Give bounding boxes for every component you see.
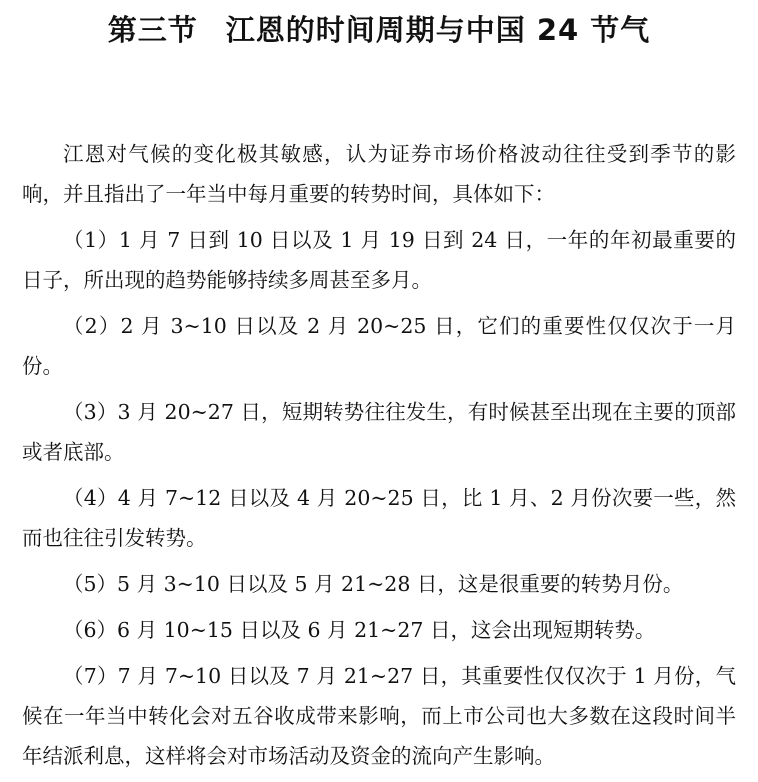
list-item-april: （4）4 月 7~12 日以及 4 月 20~25 日，比 1 月、2 月份次要一些，然而也往往引发转势。	[22, 486, 736, 550]
list-item-may: （5）5 月 3~10 日以及 5 月 21~28 日，这是很重要的转势月份。	[63, 572, 684, 596]
section-heading	[0, 10, 758, 50]
section-label: 第三节	[107, 13, 198, 47]
list-item-march: （3）3 月 20~27 日，短期转势往往发生，有时候甚至出现在主要的顶部或者底部。	[22, 400, 736, 464]
list-item-june: （6）6 月 10~15 日以及 6 月 21~27 日，这会出现短期转势。	[63, 618, 656, 642]
section-title: 江恩的时间周期与中国 24 节气	[225, 13, 651, 47]
body-text	[22, 134, 736, 782]
intro-paragraph: 江恩对气候的变化极其敏感，认为证券市场价格波动往往受到季节的影响，并且指出了一年当中每月重要的转势时间，具体如下：	[22, 142, 736, 206]
list-item-february: （2）2 月 3~10 日以及 2 月 20~25 日，它们的重要性仅仅次于一月份。	[22, 314, 736, 378]
list-item-january: （1）1 月 7 日到 10 日以及 1 月 19 日到 24 日，一年的年初最重要的日子，所出现的趋势能够持续多周甚至多月。	[22, 228, 736, 292]
list-item-july: （7）7 月 7~10 日以及 7 月 21~27 日，其重要性仅仅次于 1 月份，气候在一年当中转化会对五谷收成带来影响，而上市公司也大多数在这段时间半年结派利息，这样将会对市场活动及资金的流向产生影响。	[22, 664, 736, 768]
